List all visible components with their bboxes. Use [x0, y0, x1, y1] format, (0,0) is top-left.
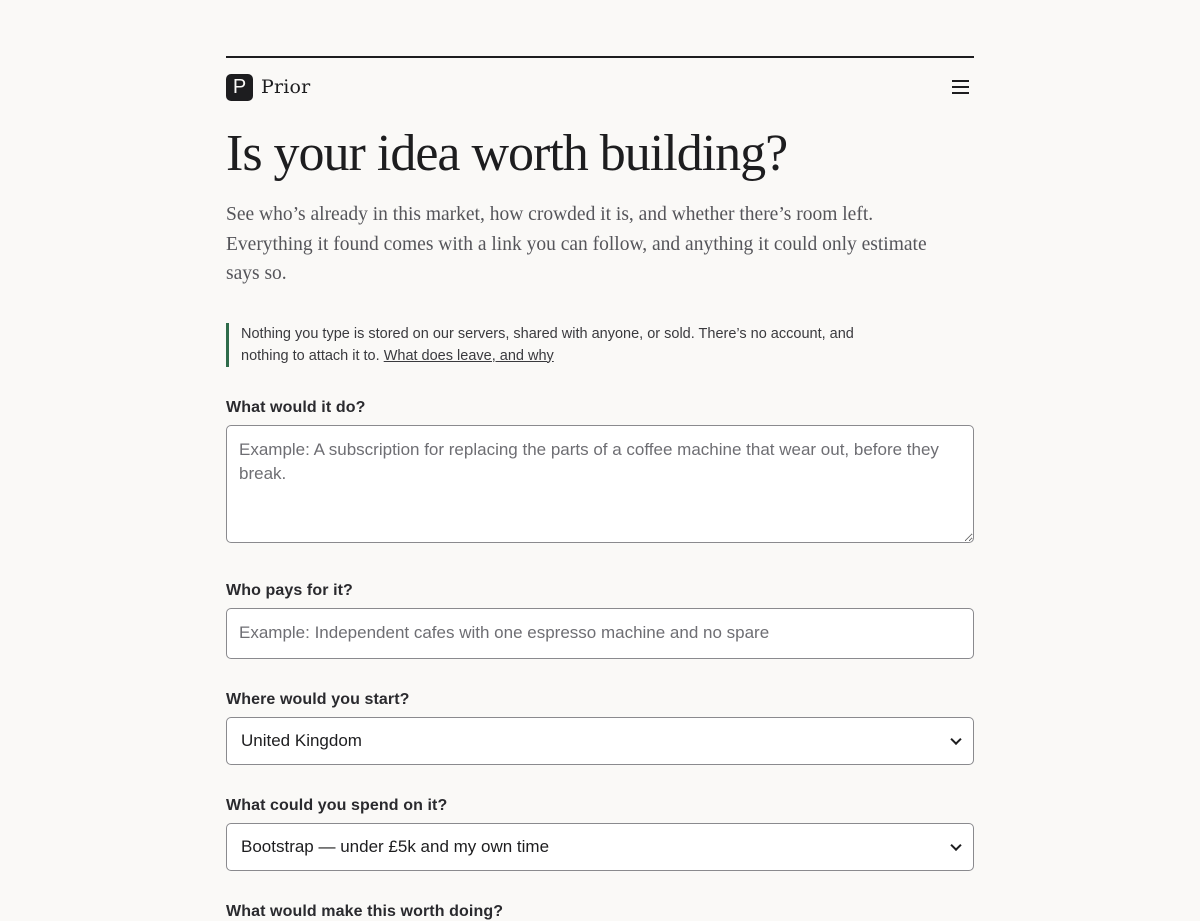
brand[interactable] [226, 74, 310, 101]
where-select[interactable] [226, 717, 974, 765]
spend-select-wrap [226, 823, 974, 871]
field-worth [226, 903, 974, 921]
logo-mark: P [226, 74, 253, 101]
worth-label: What would make this worth doing? [226, 902, 504, 920]
privacy-details-link[interactable]: What does leave, and why [383, 347, 554, 364]
spend-label: What could you spend on it? [226, 796, 448, 814]
page-title: Is your idea worth building? [226, 125, 788, 182]
field-what [226, 399, 974, 543]
field-spend [226, 797, 974, 871]
where-label: Where would you start? [226, 690, 410, 708]
menu-bar [952, 92, 969, 94]
what-textarea[interactable] [226, 425, 974, 543]
field-who [226, 582, 974, 659]
field-where [226, 691, 974, 765]
who-input[interactable] [226, 608, 974, 659]
hamburger-menu-icon[interactable] [950, 76, 972, 98]
privacy-notice [226, 323, 896, 367]
where-select-wrap [226, 717, 974, 765]
menu-bar [952, 80, 969, 82]
page-lead: See who’s already in this market, how crowded it is, and whether there’s room left. Everything it found comes with a link you can follow, and anything it could only estimate says so. [226, 204, 927, 284]
who-label: Who pays for it? [226, 581, 353, 599]
privacy-notice-text: Nothing you type is stored on our servers, shared with anyone, or sold. There’s no account, and nothing to attach it to. [241, 325, 854, 364]
what-label: What would it do? [226, 398, 366, 416]
spend-select[interactable] [226, 823, 974, 871]
menu-bar [952, 86, 969, 88]
brand-name: Prior [261, 76, 311, 98]
navbar [226, 58, 974, 116]
page-container [226, 56, 974, 921]
